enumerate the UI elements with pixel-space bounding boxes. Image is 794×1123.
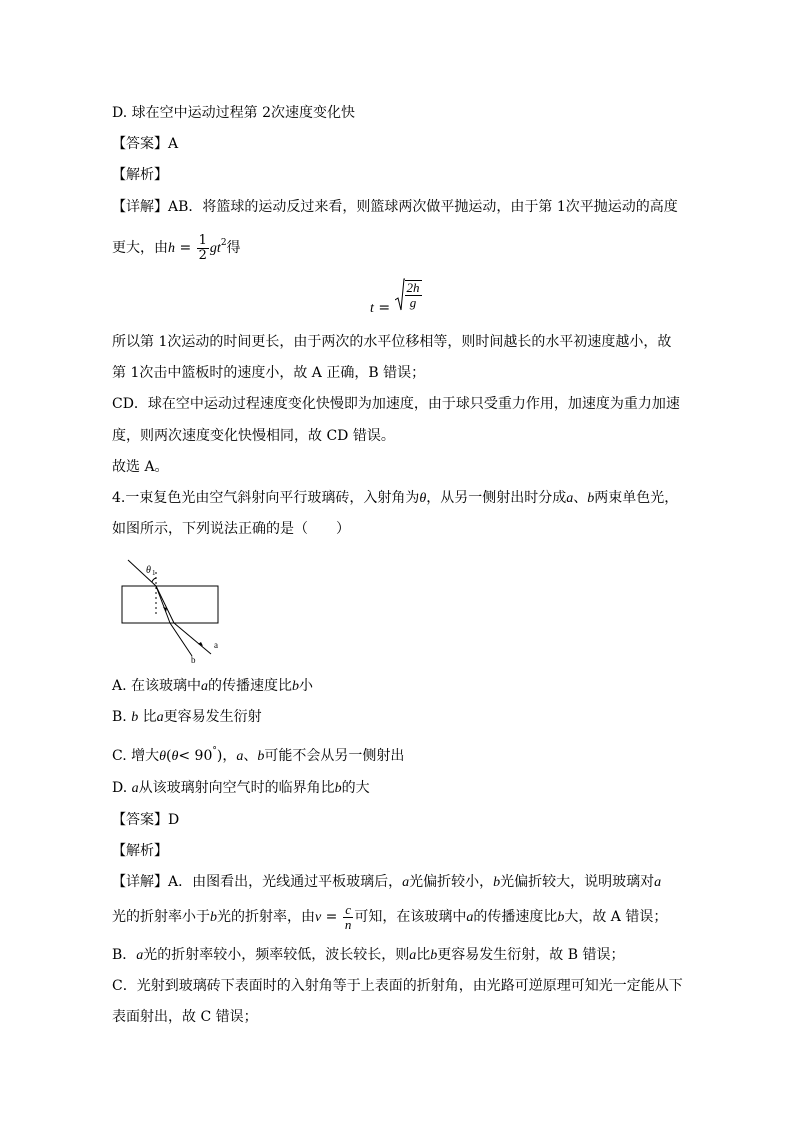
exponent: 2 — [220, 238, 227, 248]
ray-a-label: a — [214, 640, 218, 650]
equals: = — [175, 240, 196, 256]
text: 【详解】A．由图看出，光线通过平板玻璃后， — [112, 874, 403, 890]
var-a: a — [654, 875, 662, 890]
var-b: b — [334, 781, 342, 796]
refracted-ray-b — [156, 586, 170, 623]
text: 更容易发生衍射，故 B 错误； — [437, 947, 625, 963]
var-a: a — [466, 910, 474, 925]
text: 小 — [299, 678, 314, 694]
text: 的传播速度比 — [473, 909, 558, 925]
text: ( — [166, 748, 172, 764]
var-theta: θ — [171, 749, 179, 764]
text: 的大 — [341, 780, 370, 796]
theta-subscript: 1 — [152, 569, 156, 577]
var-theta: θ — [159, 749, 167, 764]
glass-brick — [122, 586, 218, 623]
text: 从该玻璃射向空气时的临界角比 — [138, 780, 335, 796]
text: 大，故 A 错误； — [564, 909, 668, 925]
answer-label: 【答案】A — [112, 136, 179, 152]
var-a: a — [131, 781, 139, 796]
explanation-formula-line — [112, 226, 241, 266]
text: 、 — [243, 748, 258, 764]
question-4-line2: 如图所示，下列说法正确的是（ ） — [112, 521, 350, 537]
text: B. — [112, 709, 132, 725]
text: 可知，在该玻璃中 — [354, 909, 467, 925]
var-a: a — [409, 948, 417, 963]
var-t: t — [370, 301, 374, 316]
ray-b-label: b — [191, 655, 196, 664]
var-a: a — [136, 948, 144, 963]
text: 光的折射率，由 — [217, 909, 315, 925]
var-b: b — [587, 491, 595, 506]
text: B． — [112, 947, 137, 963]
text: D. — [112, 780, 132, 796]
sqrt — [395, 278, 423, 312]
var-a: a — [402, 875, 410, 890]
text: < 90 — [178, 748, 213, 764]
detail-line-4: C．光射到玻璃砖下表面时的入射角等于上表面的折射角，由光路可逆原理可知光一定能从下 — [112, 978, 683, 994]
text: 两束单色光， — [594, 490, 679, 506]
var-theta: θ — [419, 491, 427, 506]
degree: ° — [212, 746, 217, 756]
answer-label: 【答案】D — [112, 812, 180, 828]
sqrt-sign-icon — [395, 278, 405, 312]
text: 更容易发生衍射 — [163, 709, 262, 725]
explanation-line: CD．球在空中运动过程速度变化快慢即为加速度，由于球只受重力作用，加速度为重力加速 — [112, 396, 680, 412]
text: 的传播速度比 — [208, 678, 293, 694]
explanation-line: 度，则两次速度变化快慢相同，故 CD 错误。 — [112, 428, 395, 444]
text: 光偏折较大，说明玻璃对 — [500, 874, 655, 890]
var-b: b — [131, 710, 139, 725]
text: 光的折射率较小，频率较低，波长较长，则 — [143, 947, 410, 963]
var-v: v — [315, 910, 322, 925]
numerator: 1 — [198, 232, 207, 248]
numerator: 2h — [406, 280, 420, 295]
text: 更大，由 — [112, 240, 168, 256]
text: 4.一束复色光由空气斜射向平行玻璃砖，入射角为 — [112, 490, 420, 506]
text: C. 增大 — [112, 748, 160, 764]
glass-refraction-diagram — [112, 556, 224, 664]
option-b — [112, 707, 262, 728]
question-4 — [112, 488, 678, 509]
var-a: a — [236, 749, 244, 764]
denominator: g — [409, 295, 417, 310]
text: 可能不会从另一侧射出 — [264, 748, 405, 764]
text: A. 在该玻璃中 — [112, 678, 202, 694]
analysis-label: 【解析】 — [112, 843, 168, 859]
detail-line-5: 表面射出，故 C 错误； — [112, 1009, 258, 1025]
option-c — [112, 741, 404, 767]
var-b: b — [257, 749, 265, 764]
conclusion-line: 故选 A。 — [112, 459, 169, 475]
angle-arc — [152, 578, 156, 582]
var-a: a — [201, 679, 209, 694]
var-b: b — [430, 948, 438, 963]
denominator: 2 — [198, 247, 207, 263]
explanation-line: 所以第 1次运动的时间更长，由于两次的水平位移相等，则时间越长的水平初速度越小，故 — [112, 334, 672, 350]
refracted-ray-a — [156, 586, 174, 623]
equals: = — [373, 300, 395, 316]
var-a: a — [566, 491, 574, 506]
var-gt: gt — [209, 241, 221, 256]
explanation-line: 第 1次击中篮板时的速度小，故 A 正确，B 错误； — [112, 365, 426, 381]
numerator: c — [343, 903, 354, 918]
option-d-prev: D. 球在空中运动过程第 2次速度变化快 — [112, 105, 355, 121]
text: 比 — [416, 947, 431, 963]
var-a: a — [156, 710, 164, 725]
fraction — [405, 280, 422, 310]
var-h: h — [168, 241, 175, 256]
text: 、 — [573, 490, 588, 506]
theta-label: θ — [146, 565, 151, 576]
exit-ray-b — [170, 623, 192, 656]
detail-line-3 — [112, 945, 625, 966]
detail-line-1 — [112, 872, 661, 893]
text: 比 — [138, 709, 157, 725]
detail-line-2 — [112, 900, 667, 935]
text: 光偏折较小， — [409, 874, 494, 890]
text: 得 — [226, 240, 241, 256]
formula-t — [370, 278, 423, 326]
option-d — [112, 778, 370, 799]
equals: = — [321, 909, 342, 925]
var-b: b — [493, 875, 501, 890]
var-b: b — [292, 679, 300, 694]
exit-ray-a — [174, 623, 211, 654]
text: ，从另一侧射出时分成 — [426, 490, 567, 506]
text: 光的折射率小于 — [112, 909, 210, 925]
fraction-c-over-n — [343, 903, 354, 932]
option-a — [112, 676, 313, 697]
explanation-line: 【详解】AB．将篮球的运动反过来看，则篮球两次做平抛运动，由于第 1次平抛运动的高度 — [112, 199, 678, 215]
var-b: b — [210, 910, 217, 925]
text: )， — [216, 748, 237, 764]
fraction-half — [197, 234, 209, 263]
var-b: b — [557, 910, 565, 925]
analysis-label: 【解析】 — [112, 167, 168, 183]
denominator: n — [344, 916, 352, 932]
